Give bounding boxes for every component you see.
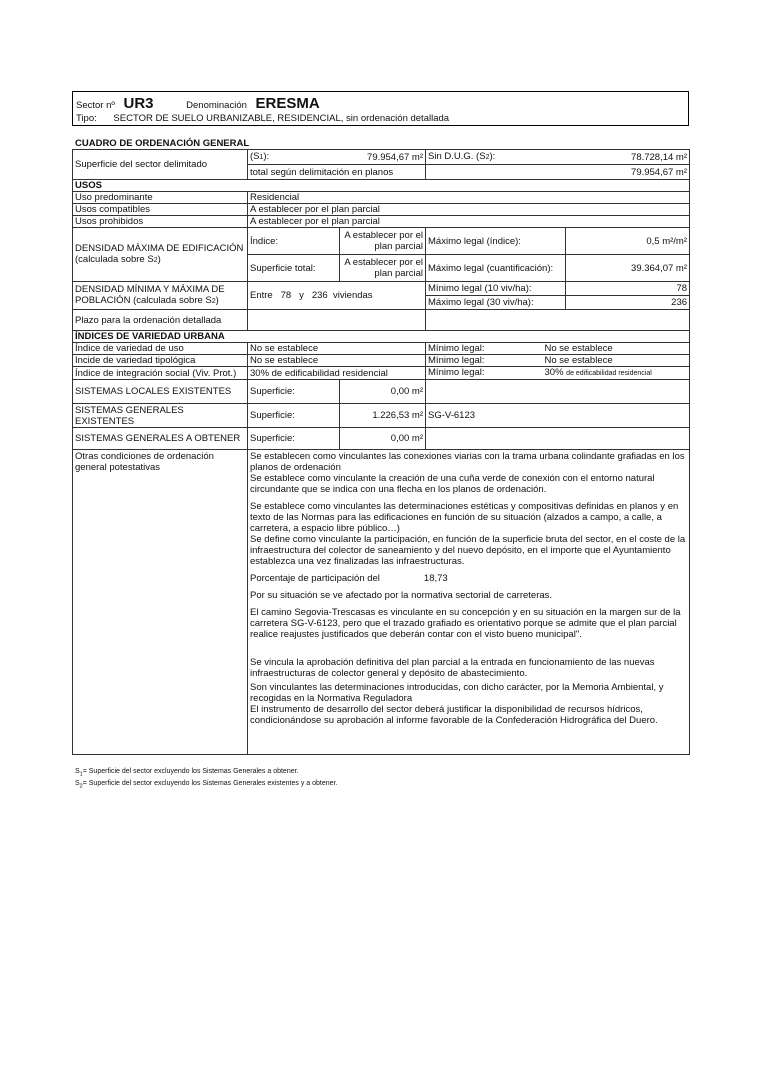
uso-predominante-label: Uso predominante	[73, 192, 248, 204]
uso-predominante-value: Residencial	[248, 192, 690, 204]
min-legal-value: 78	[566, 282, 690, 296]
sg-existentes-label: SISTEMAS GENERALES EXISTENTES	[73, 404, 248, 428]
variedad-social-value: 30% de edificabilidad residencial	[248, 367, 426, 380]
sg-obtener-label: SISTEMAS GENERALES A OBTENER	[73, 428, 248, 450]
denominacion-value: ERESMA	[255, 95, 320, 112]
max-indice-label: Máximo legal (índice):	[426, 228, 566, 255]
s1-cell: (S1): 79.954,67 m²	[248, 150, 426, 165]
poblacion-range: Entre 78 y 236 viviendas	[248, 282, 426, 310]
otras-p1: Se establecen como vinculantes las conexiones viarias con la trama urbana colindante grafiadas en los planos de ordenación Se establece como vinculante la creación de una cuña verde de conexión con el entorno natural circundante que se indica con una flecha en los planos de ordenación.	[250, 451, 685, 495]
sgo-ref	[426, 428, 690, 450]
densidad-edif-label: DENSIDAD MÁXIMA DE EDIFICACIÓN (calculada sobre S2)	[73, 228, 248, 282]
denominacion-label: Denominación	[186, 100, 247, 111]
plazo-value	[248, 310, 426, 331]
variedad-tipo-label: Incide de variedad tipológica	[73, 355, 248, 367]
variedad-uso-label: Índice de variedad de uso	[73, 343, 248, 355]
sin-dug-value: 78.728,14 m²	[631, 151, 688, 163]
min-legal-label: Mínimo legal (10 viv/ha):	[426, 282, 566, 296]
variedad-uso-min: Mínimo legal: No se establece	[426, 343, 690, 355]
variedad-tipo-min: Mínimo legal: No se establece	[426, 355, 690, 367]
usos-prohibidos-label: Usos prohibidos	[73, 216, 248, 228]
indice-label: Índice:	[248, 228, 340, 255]
variedad-tipo-value: No se establece	[248, 355, 426, 367]
sup-total-label: Superficie total:	[248, 255, 340, 282]
superficie-label: Superficie del sector delimitado	[73, 150, 248, 180]
plazo-empty	[426, 310, 690, 331]
otras-p5: Se vincula la aprobación definitiva del plan parcial a la entrada en funcionamiento de las nuevas infraestructuras de colector general y depósito de abastecimiento.	[250, 657, 655, 679]
variedad-uso-value: No se establece	[248, 343, 426, 355]
max-cuant-value: 39.364,07 m²	[566, 255, 690, 282]
sin-dug-cell: Sin D.U.G. (S2): 78.728,14 m²	[426, 150, 690, 165]
tipo-label: Tipo:	[76, 113, 97, 124]
sl-existentes-label: SISTEMAS LOCALES EXISTENTES	[73, 380, 248, 404]
sl-ref	[426, 380, 690, 404]
sg-sup-value: 1.226,53 m²	[340, 404, 426, 428]
variedad-title: ÍNDICES DE VARIEDAD URBANA	[73, 331, 690, 343]
sector-header	[72, 91, 689, 126]
note-s1: $S_1=$ Superficie del sector excluyendo los Sistemas Generales a obtener.	[75, 768, 299, 778]
otras-porcentaje: Porcentaje de participación del 18,73	[250, 573, 448, 584]
sgo-sup-label: Superficie:	[248, 428, 340, 450]
max-cuant-label: Máximo legal (cuantificación):	[426, 255, 566, 282]
cuadro-title: CUADRO DE ORDENACIÓN GENERAL	[75, 138, 250, 149]
sup-total-value: A establecer por el plan parcial	[340, 255, 426, 282]
usos-compatibles-label: Usos compatibles	[73, 204, 248, 216]
usos-compatibles-value: A establecer por el plan parcial	[248, 204, 690, 216]
usos-prohibidos-value: A establecer por el plan parcial	[248, 216, 690, 228]
sgo-sup-value: 0,00 m²	[340, 428, 426, 450]
tipo-value: SECTOR DE SUELO URBANIZABLE, RESIDENCIAL, sin ordenación detallada	[113, 113, 450, 124]
sl-sup-label: Superficie:	[248, 380, 340, 404]
otras-p3: Por su situación se ve afectado por la normativa sectorial de carreteras.	[250, 590, 553, 601]
otras-p4: El camino Segovia-Trescasas es vinculante en su concepción y en su situación en la margen sur de la carretera SG-V-6123, pero que el trazado grafiado es orientativo porque se admite que el plan parcial realice reajustes justificados que deberán contar con el visto bueno municipal".	[250, 607, 681, 640]
note-s2: $S_2=$ Superficie del sector excluyendo los Sistemas Generales existentes y a obtener.	[75, 780, 338, 790]
s1-value: 79.954,67 m²	[367, 151, 424, 163]
otras-label: Otras condiciones de ordenación general potestativas	[73, 450, 248, 755]
indice-value: A establecer por el plan parcial	[340, 228, 426, 255]
sl-sup-value: 0,00 m²	[340, 380, 426, 404]
variedad-social-min: Mínimo legal: 30% de edificabilidad residencial	[426, 367, 690, 380]
usos-title: USOS	[73, 180, 690, 192]
plazo-label: Plazo para la ordenación detallada	[73, 310, 248, 331]
tipo-row	[76, 113, 449, 124]
max-indice-value: 0,5 m²/m²	[566, 228, 690, 255]
otras-p2: Se establece como vinculantes las determinaciones estéticas y compositivas definidas en planos y en texto de las Normas para las edificaciones en función de su situación (alzados a campo, a calle, a carretera, a espacio libre público…) Se define como vinculante la participación, en función de la superficie bruta del sector, en el coste de la infraestructura del colector de saneamiento y del nuevo depósito, en el importe que el Ayuntamiento establezca una vez finalizadas las infraestructuras.	[250, 501, 686, 567]
ordenacion-table	[72, 149, 690, 755]
total-label: total según delimitación en planos	[248, 165, 426, 180]
sector-label: Sector nº	[76, 100, 115, 111]
sg-ref: SG-V-6123	[426, 404, 690, 428]
total-value: 79.954,67 m²	[426, 165, 690, 180]
densidad-pob-label: DENSIDAD MÍNIMA Y MÁXIMA DE POBLACIÓN (calculada sobre S2)	[73, 282, 248, 310]
sg-sup-label: Superficie:	[248, 404, 340, 428]
max-legal-value: 236	[566, 296, 690, 310]
max-legal-label: Máximo legal (30 viv/ha):	[426, 296, 566, 310]
variedad-social-label: Índice de integración social (Viv. Prot.)	[73, 367, 248, 380]
sector-row	[76, 95, 320, 112]
otras-p6: Son vinculantes las determinaciones introducidas, con dicho carácter, por la Memoria Ambiental, y recogidas en la Normativa Reguladora El instrumento de desarrollo del sector deberá justificar la disponibilidad de recursos hídricos, condicionándose su aprobación al informe favorable de la Confederación Hidrográfica del Duero.	[250, 682, 664, 726]
otras-conditions	[248, 450, 690, 755]
sector-code: UR3	[123, 95, 154, 112]
